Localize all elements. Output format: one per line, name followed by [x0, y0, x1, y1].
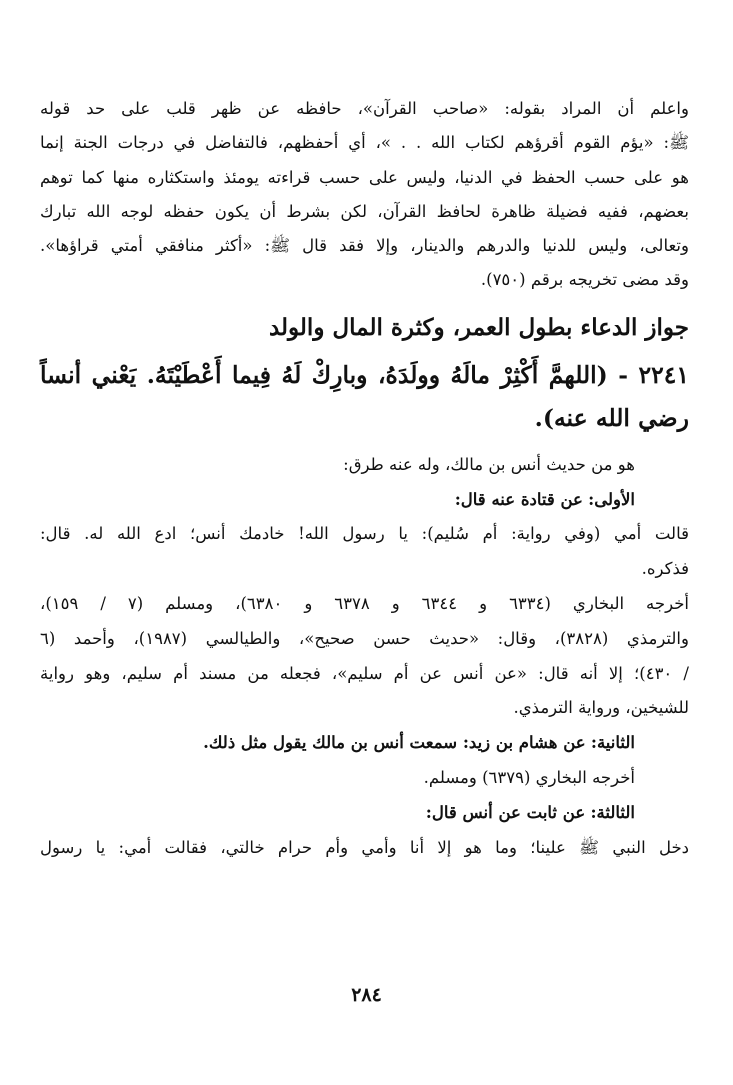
route-chain: عن ثابت عن أنس قال:	[425, 802, 586, 822]
intro-line: واعلم أن المراد بقوله: «صاحب القرآن»، حافظه عن ظهر قلب على حد قوله	[40, 99, 689, 118]
intro-line: بعضهم، ففيه فضيلة ظاهرة لحافظ القرآن، لكن بشرط أن يكون حفظه لوجه الله تبارك	[40, 201, 689, 221]
body-line	[40, 483, 689, 518]
route-label: الأولى:	[588, 489, 635, 509]
body-line	[40, 796, 689, 831]
intro-line: ﷺ: «يؤم القوم أقرؤهم لكتاب الله . . »، أي أحفظهم، فالتفاضل في درجات الجنة إنما	[40, 133, 689, 153]
route-label: الثانية:	[590, 733, 635, 753]
route-label: الثالثة:	[590, 802, 635, 822]
hadith-text	[40, 354, 689, 440]
body-line: دخل النبي ﷺ علينا؛ وما هو إلا أنا وأمي وأم حرام خالتي، فقالت أمي: يا رسول	[40, 837, 689, 857]
body-line: / ٤٣٠)؛ إلا أنه قال: «عن أنس عن أم سليم»، فجعله من مسند أم سليم، وهو رواية	[40, 663, 689, 683]
body-line: فذكره.	[641, 559, 689, 579]
page-number: ٢٨٤	[351, 984, 382, 1006]
body-line: هو من حديث أنس بن مالك، وله عنه طرق:	[343, 454, 635, 474]
intro-line: وقد مضى تخريجه برقم (٧٥٠).	[480, 270, 689, 290]
hadith-line: رضي الله عنه).	[534, 403, 689, 432]
route-chain: عن هشام بن زيد: سمعت أنس بن مالك يقول مثل ذلك.	[203, 733, 586, 753]
route-chain: عن قتادة عنه قال:	[454, 489, 583, 509]
body-line: أخرجه البخاري (٦٣٧٩) ومسلم.	[423, 767, 635, 787]
hadith-line: ٢٢٤١ - (اللهمَّ أَكْثِرْ مالَهُ وولَدَهُ، وبارِكْ لَهُ فِيما أَعْطَيْتَهُ. يَعْني أنساً	[40, 360, 689, 389]
body-line	[40, 726, 689, 761]
body-line: قالت أمي (وفي رواية: أم سُليم): يا رسول الله! خادمك أنس؛ ادع الله له. قال:	[40, 524, 689, 544]
section-heading: جواز الدعاء بطول العمر، وكثرة المال والولد	[268, 313, 689, 341]
body-line: أخرجه البخاري (٦٣٣٤ و ٦٣٤٤ و ٦٣٧٨ و ٦٣٨٠)، ومسلم (٧ / ١٥٩)،	[40, 593, 689, 613]
intro-paragraph	[40, 92, 689, 298]
intro-line: هو على حسب الحفظ في الدنيا، وليس على حسب قراءته يومئذ واستكثاره منها كما توهم	[40, 167, 689, 187]
intro-line: وتعالى، وليس للدنيا والدرهم والدينار، وإلا فقد قال ﷺ: «أكثر منافقي أمتي قراؤها».	[40, 236, 689, 256]
body-line: والترمذي (٣٨٢٨)، وقال: «حديث حسن صحيح»، والطيالسي (١٩٨٧)، وأحمد (٦	[40, 628, 689, 648]
commentary	[40, 448, 689, 866]
body-line: للشيخين، ورواية الترمذي.	[513, 698, 689, 718]
